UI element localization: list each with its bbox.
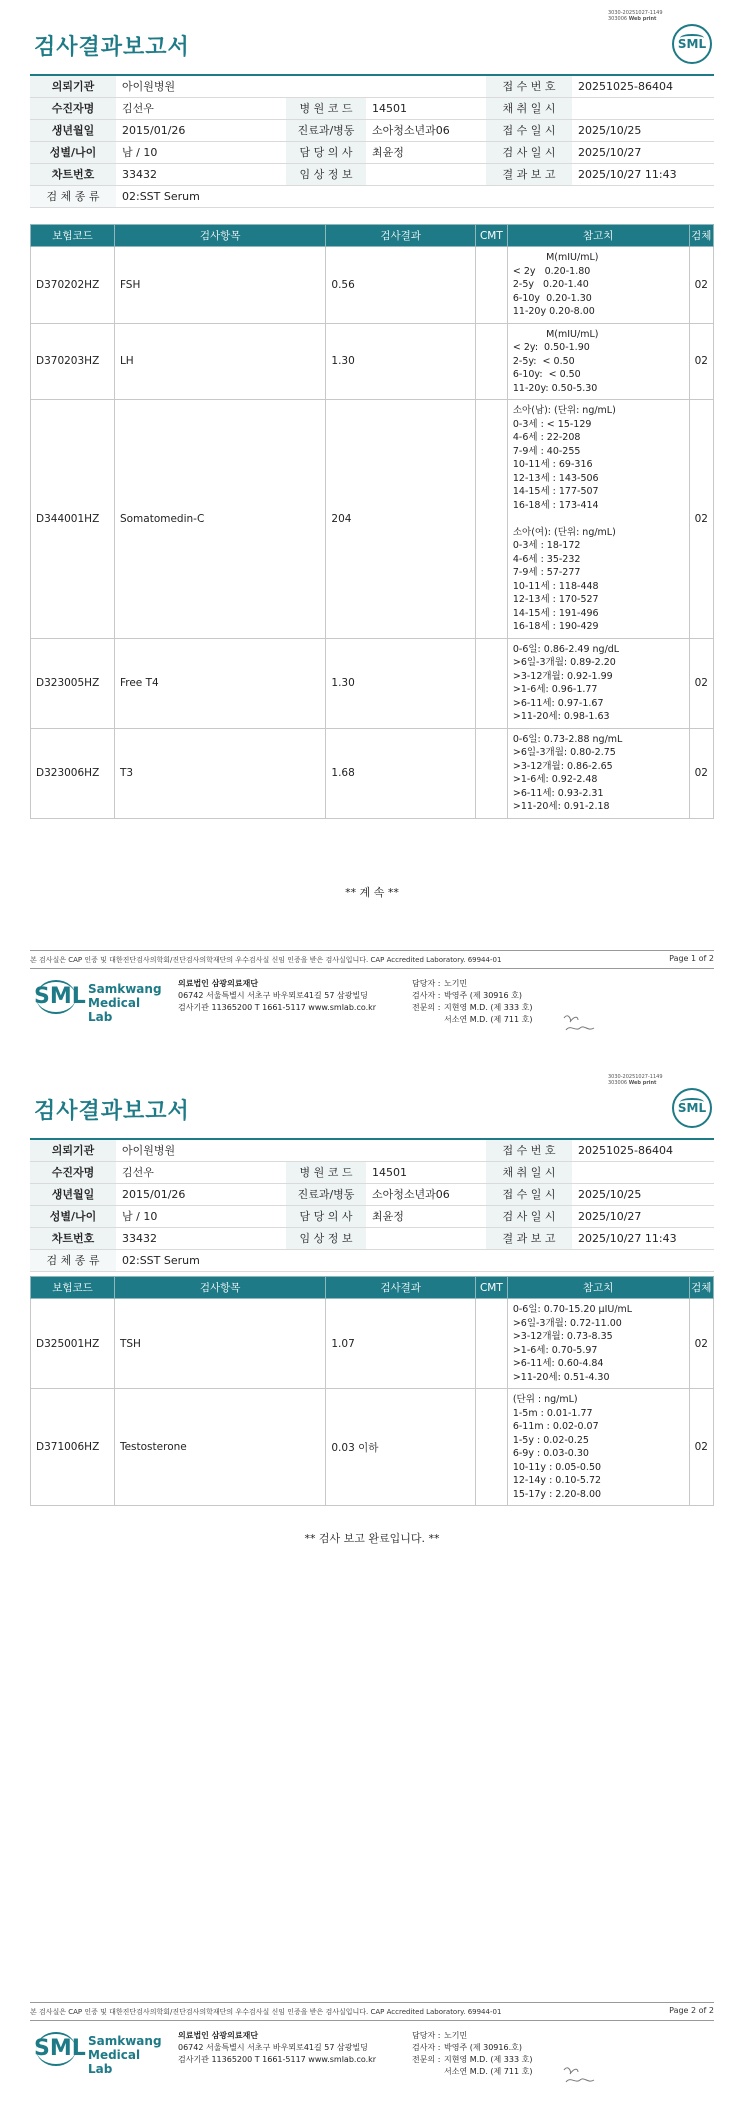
footer-cert: 본 검사실은 CAP 인증 및 대한진단검사의학회/진단검사의학재단의 우수검사실 신임 인증을 받은 검사실입니다. CAP Accredited Laboratory. 69944-01 <box>30 2008 502 2016</box>
lab-address <box>178 978 376 1014</box>
row-result: 1.07 <box>326 1299 476 1389</box>
row-spec: 02 <box>689 638 713 728</box>
row-spec: 02 <box>689 323 713 400</box>
continued-note: ** 계 속 ** <box>345 886 399 899</box>
test-date-value: 2025/10/27 <box>572 141 714 163</box>
header-code: 보험코드 <box>31 1277 115 1299</box>
sml-logo-badge: SML <box>672 24 712 64</box>
chart-value: 33432 <box>116 1227 286 1249</box>
receipt-no-label: 접 수 번 호 <box>486 75 572 97</box>
row-item: LH <box>114 323 325 400</box>
patient-info-table <box>30 74 714 208</box>
logo-name-1: Samkwang <box>88 982 162 996</box>
row-result: 0.56 <box>326 247 476 324</box>
receipt-date-label: 접 수 일 시 <box>486 1183 572 1205</box>
samkwang-logo <box>34 980 164 1024</box>
header-item: 검사항목 <box>114 1277 325 1299</box>
sml-logo-badge: SML <box>672 1088 712 1128</box>
header-cmt: CMT <box>475 1277 507 1299</box>
row-code: D325001HZ <box>31 1299 115 1389</box>
dept-label: 진료과/병동 <box>286 1183 366 1205</box>
manager-label: 담당자 : <box>412 2031 441 2040</box>
row-spec: 02 <box>689 247 713 324</box>
hospital-code-label: 병 원 코 드 <box>286 97 366 119</box>
report-title: 검사결과보고서 <box>34 1099 190 1124</box>
specimen-value: 02:SST Serum <box>116 185 714 207</box>
print-stamp-code: 303006 <box>608 16 628 22</box>
hospital-code-value: 14501 <box>366 1161 486 1183</box>
footer-divider <box>30 950 714 951</box>
signature-icon <box>560 2062 600 2088</box>
row-code: D370202HZ <box>31 247 115 324</box>
row-item: FSH <box>114 247 325 324</box>
table-row <box>31 323 714 400</box>
expert-label: 전문의 : <box>412 2055 441 2064</box>
row-ref: 0-6일: 0.70-15.20 µIU/mL >6일-3개월: 0.72-11.00 >3-12개월: 0.73-8.35 >1-6세: 0.70-5.97 >6-11세: 0.60-4.84 >11-20세: 0.51-4.30 <box>507 1299 689 1389</box>
report-date-label: 결 과 보 고 <box>486 1227 572 1249</box>
receipt-no-value: 20251025-86404 <box>572 75 714 97</box>
lab-address-line: 06742 서울특별시 서초구 바우뫼로41길 57 삼광빌딩 <box>178 2043 368 2052</box>
results-table-page-2 <box>30 1276 714 1506</box>
results-table-page-1 <box>30 224 714 819</box>
print-stamp <box>608 1074 663 1086</box>
collect-date-label: 채 취 일 시 <box>486 1161 572 1183</box>
receipt-date-value: 2025/10/25 <box>572 1183 714 1205</box>
lab-org: 의료법인 삼광의료재단 <box>178 979 259 988</box>
specimen-value: 02:SST Serum <box>116 1249 714 1271</box>
receipt-no-label: 접 수 번 호 <box>486 1139 572 1161</box>
specimen-label: 검 체 종 류 <box>30 185 116 207</box>
print-stamp-id: 3030-20251027-1149 <box>608 1074 663 1080</box>
row-item: TSH <box>114 1299 325 1389</box>
clinical-label: 임 상 정 보 <box>286 1227 366 1249</box>
hospital-code-label: 병 원 코 드 <box>286 1161 366 1183</box>
client-value: 아이원병원 <box>116 1139 486 1161</box>
chart-label: 차트번호 <box>30 1227 116 1249</box>
table-row <box>31 638 714 728</box>
collect-date-label: 채 취 일 시 <box>486 97 572 119</box>
row-item: Free T4 <box>114 638 325 728</box>
doctor-label: 담 당 의 사 <box>286 1205 366 1227</box>
table-row <box>31 247 714 324</box>
report-date-label: 결 과 보 고 <box>486 163 572 185</box>
report-page-2 <box>0 1064 744 2104</box>
row-code: D323005HZ <box>31 638 115 728</box>
expert-value-1: 지현영 M.D. (제 333 호) <box>444 1003 533 1012</box>
clinical-value <box>366 1227 486 1249</box>
row-cmt <box>475 1299 507 1389</box>
row-code: D370203HZ <box>31 323 115 400</box>
collect-date-value <box>572 97 714 119</box>
clinical-value <box>366 163 486 185</box>
staff-block <box>412 978 532 1026</box>
print-stamp <box>608 10 663 22</box>
row-result: 0.03 이하 <box>326 1389 476 1506</box>
manager-value: 노기민 <box>444 979 468 988</box>
clinical-label: 임 상 정 보 <box>286 163 366 185</box>
sex-age-label: 성별/나이 <box>30 1205 116 1227</box>
specimen-label: 검 체 종 류 <box>30 1249 116 1271</box>
row-result: 204 <box>326 400 476 639</box>
test-date-value: 2025/10/27 <box>572 1205 714 1227</box>
row-result: 1.68 <box>326 728 476 818</box>
print-stamp-web: Web print <box>628 1080 657 1086</box>
row-cmt <box>475 1389 507 1506</box>
row-ref: 0-6일: 0.73-2.88 ng/mL >6일-3개월: 0.80-2.75 >3-12개월: 0.86-2.65 >1-6세: 0.92-2.48 >6-11세: 0.93-2.31 >11-20세: 0.91-2.18 <box>507 728 689 818</box>
report-date-value: 2025/10/27 11:43 <box>572 1227 714 1249</box>
report-title: 검사결과보고서 <box>34 35 190 60</box>
doctor-value: 최윤정 <box>366 1205 486 1227</box>
birth-value: 2015/01/26 <box>116 1183 286 1205</box>
tester-value: 박영주 (제 30916 호) <box>444 991 522 1000</box>
lab-contact: 검사기관 11365200 T 1661-5117 www.smlab.co.kr <box>178 1003 377 1012</box>
lab-address-line: 06742 서울특별시 서초구 바우뫼로41길 57 삼광빌딩 <box>178 991 368 1000</box>
header-cmt: CMT <box>475 225 507 247</box>
row-ref: M(mIU/mL) < 2y: 0.50-1.90 2-5y: < 0.50 6-10y: < 0.50 11-20y: 0.50-5.30 <box>507 323 689 400</box>
report-complete-note: ** 검사 보고 완료입니다. ** <box>304 1532 440 1545</box>
chart-value: 33432 <box>116 163 286 185</box>
birth-label: 생년월일 <box>30 1183 116 1205</box>
header-result: 검사결과 <box>326 225 476 247</box>
print-stamp-web: Web print <box>628 16 657 22</box>
birth-value: 2015/01/26 <box>116 119 286 141</box>
expert-value-1: 지현영 M.D. (제 333 호) <box>444 2055 533 2064</box>
tester-label: 검사자 : <box>412 2043 441 2052</box>
row-cmt <box>475 400 507 639</box>
row-ref: M(mIU/mL) < 2y 0.20-1.80 2-5y 0.20-1.40 6-10y 0.20-1.30 11-20y 0.20-8.00 <box>507 247 689 324</box>
footer-divider <box>30 2002 714 2003</box>
staff-block <box>412 2030 532 2078</box>
row-result: 1.30 <box>326 638 476 728</box>
signature-icon <box>560 1010 600 1036</box>
logo-name-2: Medical Lab <box>88 2048 141 2076</box>
manager-value: 노기민 <box>444 2031 468 2040</box>
row-cmt <box>475 728 507 818</box>
manager-label: 담당자 : <box>412 979 441 988</box>
dept-label: 진료과/병동 <box>286 119 366 141</box>
header-code: 보험코드 <box>31 225 115 247</box>
expert-value-2: 서소연 M.D. (제 711 호) <box>444 1015 533 1024</box>
report-date-value: 2025/10/27 11:43 <box>572 163 714 185</box>
receipt-date-label: 접 수 일 시 <box>486 119 572 141</box>
header-ref: 참고치 <box>507 1277 689 1299</box>
collect-date-value <box>572 1161 714 1183</box>
row-item: T3 <box>114 728 325 818</box>
row-cmt <box>475 323 507 400</box>
header-ref: 참고치 <box>507 225 689 247</box>
patient-info-table <box>30 1138 714 1272</box>
row-code: D371006HZ <box>31 1389 115 1506</box>
footer-divider <box>30 2020 714 2021</box>
header-item: 검사항목 <box>114 225 325 247</box>
table-row <box>31 728 714 818</box>
row-ref: 0-6일: 0.86-2.49 ng/dL >6일-3개월: 0.89-2.20 >3-12개월: 0.92-1.99 >1-6세: 0.96-1.77 >6-11세: 0.97-1.67 >11-20세: 0.98-1.63 <box>507 638 689 728</box>
table-row <box>31 1389 714 1506</box>
row-spec: 02 <box>689 400 713 639</box>
sex-age-value: 남 / 10 <box>116 1205 286 1227</box>
hospital-code-value: 14501 <box>366 97 486 119</box>
client-label: 의뢰기관 <box>30 1139 116 1161</box>
test-date-label: 검 사 일 시 <box>486 1205 572 1227</box>
row-cmt <box>475 638 507 728</box>
dept-value: 소아청소년과06 <box>366 119 486 141</box>
tester-label: 검사자 : <box>412 991 441 1000</box>
expert-value-2: 서소연 M.D. (제 711 호) <box>444 2067 533 2076</box>
logo-mark: SML <box>34 984 86 1009</box>
logo-name-2: Medical Lab <box>88 996 141 1024</box>
test-date-label: 검 사 일 시 <box>486 141 572 163</box>
client-label: 의뢰기관 <box>30 75 116 97</box>
sex-age-label: 성별/나이 <box>30 141 116 163</box>
patient-label: 수진자명 <box>30 1161 116 1183</box>
client-value: 아이원병원 <box>116 75 486 97</box>
expert-label: 전문의 : <box>412 1003 441 1012</box>
header-result: 검사결과 <box>326 1277 476 1299</box>
row-code: D323006HZ <box>31 728 115 818</box>
footer-cert: 본 검사실은 CAP 인증 및 대한진단검사의학회/진단검사의학재단의 우수검사실 신임 인증을 받은 검사실입니다. CAP Accredited Laboratory. 69944-01 <box>30 956 502 964</box>
birth-label: 생년월일 <box>30 119 116 141</box>
sex-age-value: 남 / 10 <box>116 141 286 163</box>
page-number: Page 1 of 2 <box>669 954 714 963</box>
row-ref: 소아(남): (단위: ng/mL) 0-3세 : < 15-129 4-6세 : 22-208 7-9세 : 40-255 10-11세 : 69-316 12-13세 : 143-506 14-15세 : 177-507 16-18세 : 173-414 소아(여): (단위: ng/mL) 0-3세 : 18-172 4-6세 : 35-232 7-9세 : 57-277 10-11세 : 118-448 12-13세 : 170-527 14-15세 : 191-496 16-18세 : 190-429 <box>507 400 689 639</box>
table-row <box>31 400 714 639</box>
row-spec: 02 <box>689 1299 713 1389</box>
header-spec: 검체 <box>689 225 713 247</box>
receipt-date-value: 2025/10/25 <box>572 119 714 141</box>
row-result: 1.30 <box>326 323 476 400</box>
doctor-value: 최윤정 <box>366 141 486 163</box>
row-spec: 02 <box>689 728 713 818</box>
patient-value: 김선우 <box>116 97 286 119</box>
dept-value: 소아청소년과06 <box>366 1183 486 1205</box>
table-row <box>31 1299 714 1389</box>
chart-label: 차트번호 <box>30 163 116 185</box>
footer-divider <box>30 968 714 969</box>
row-cmt <box>475 247 507 324</box>
doctor-label: 담 당 의 사 <box>286 141 366 163</box>
tester-value: 박영주 (제 30916.호) <box>444 2043 522 2052</box>
patient-value: 김선우 <box>116 1161 286 1183</box>
row-code: D344001HZ <box>31 400 115 639</box>
print-stamp-code: 303006 <box>608 1080 628 1086</box>
lab-address <box>178 2030 376 2066</box>
page-number: Page 2 of 2 <box>669 2006 714 2015</box>
logo-mark: SML <box>34 2036 86 2061</box>
patient-label: 수진자명 <box>30 97 116 119</box>
row-ref: (단위 : ng/mL) 1-5m : 0.01-1.77 6-11m : 0.02-0.07 1-5y : 0.02-0.25 6-9y : 0.03-0.30 10-11y : 0.05-0.50 12-14y : 0.10-5.72 15-17y : 2.20-8.00 <box>507 1389 689 1506</box>
print-stamp-id: 3030-20251027-1149 <box>608 10 663 16</box>
samkwang-logo <box>34 2032 164 2076</box>
lab-contact: 검사기관 11365200 T 1661-5117 www.smlab.co.kr <box>178 2055 377 2064</box>
row-item: Somatomedin-C <box>114 400 325 639</box>
row-spec: 02 <box>689 1389 713 1506</box>
receipt-no-value: 20251025-86404 <box>572 1139 714 1161</box>
header-spec: 검체 <box>689 1277 713 1299</box>
lab-org: 의료법인 삼광의료재단 <box>178 2031 259 2040</box>
row-item: Testosterone <box>114 1389 325 1506</box>
logo-name-1: Samkwang <box>88 2034 162 2048</box>
